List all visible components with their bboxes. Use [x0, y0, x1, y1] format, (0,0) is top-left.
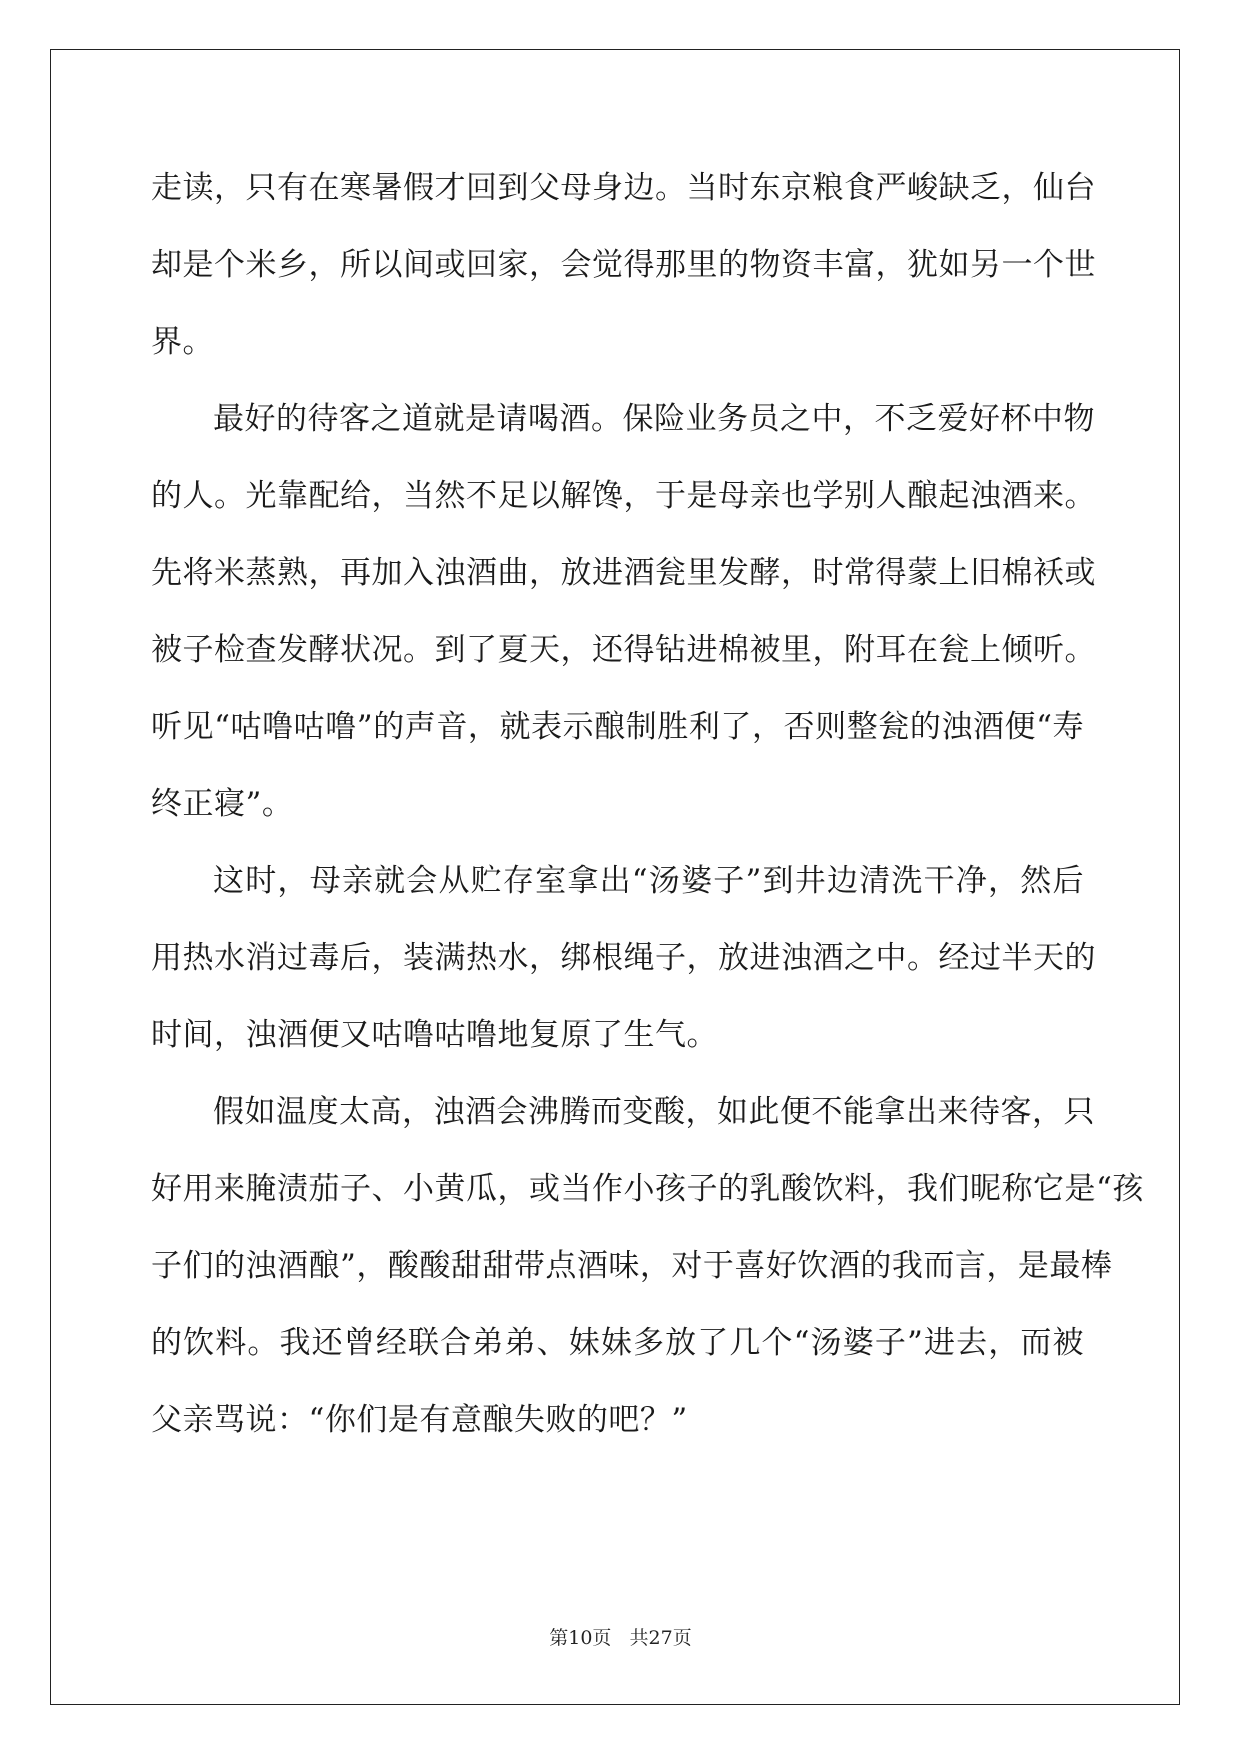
text-line: 听见“咕噜咕噜”的声音，就表示酿制胜利了，否则整瓮的浊酒便“寿 — [151, 709, 1084, 745]
paragraph-start-line: 假如温度太高，浊酒会沸腾而变酸，如此便不能拿出来待客，只 — [213, 1094, 1095, 1130]
text-line: 父亲骂说：“你们是有意酿失败的吧？” — [151, 1402, 688, 1438]
text-line: 的人。光靠配给，当然不足以解馋，于是母亲也学别人酿起浊酒来。 — [151, 478, 1096, 514]
text-line: 好用来腌渍茄子、小黄瓜，或当作小孩子的乳酸饮料，我们昵称它是“孩 — [151, 1171, 1144, 1207]
text-line: 先将米蒸熟，再加入浊酒曲，放进酒瓮里发酵，时常得蒙上旧棉袄或 — [151, 555, 1096, 591]
paragraph-start-line: 最好的待客之道就是请喝酒。保险业务员之中，不乏爱好杯中物 — [213, 401, 1095, 437]
text-line: 的饮料。我还曾经联合弟弟、妹妹多放了几个“汤婆子”进去，而被 — [151, 1325, 1084, 1361]
page-number-footer: 第10页 共27页 — [549, 1627, 692, 1649]
text-line: 走读，只有在寒暑假才回到父母身边。当时东京粮食严峻缺乏，仙台 — [151, 170, 1096, 206]
paragraph-start-line: 这时，母亲就会从贮存室拿出“汤婆子”到井边清洗干净，然后 — [213, 863, 1084, 899]
text-line: 被子检查发酵状况。到了夏天，还得钻进棉被里，附耳在瓮上倾听。 — [151, 632, 1096, 668]
text-line: 时间，浊酒便又咕噜咕噜地复原了生气。 — [151, 1017, 718, 1053]
text-line: 界。 — [151, 324, 214, 360]
text-line: 终正寝”。 — [151, 786, 294, 822]
text-line: 子们的浊酒酿”，酸酸甜甜带点酒味，对于喜好饮酒的我而言，是最棒 — [151, 1248, 1113, 1284]
text-line: 却是个米乡，所以间或回家，会觉得那里的物资丰富，犹如另一个世 — [151, 247, 1096, 283]
document-body — [151, 150, 1144, 1459]
text-line: 用热水消过毒后，装满热水，绑根绳子，放进浊酒之中。经过半天的 — [151, 940, 1096, 976]
